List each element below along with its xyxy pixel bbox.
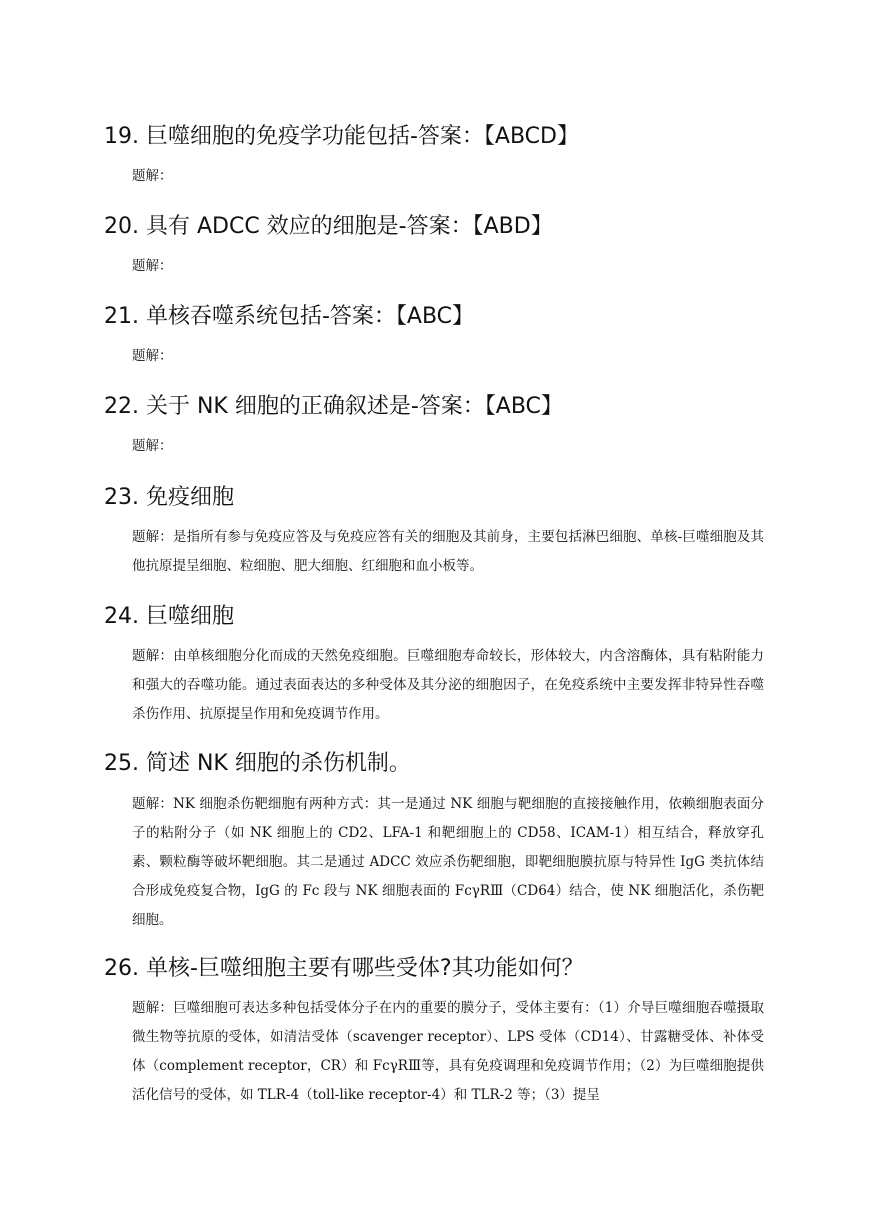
question-21-explanation xyxy=(132,342,764,371)
explanation-text: 巨噬细胞可表达多种包括受体分子在内的重要的膜分子，受体主要有：（1）介导巨噬细胞吞噬摄取微生物等抗原的受体，如清洁受体（scavenger receptor）、LPS 受体（CD14）、甘露糖受体、补体受体（complement receptor，CR）和 FcγRⅢ等，具有免疫调理和免疫调节作用；（2）为巨噬细胞提供活化信号的受体，如 TLR-4（toll-like receptor-4）和 TLR-2 等；（3）提呈 xyxy=(132,1000,765,1103)
question-22-title: 22. 关于 NK 细胞的正确叙述是-答案：【ABC】 xyxy=(104,394,563,419)
question-20-explanation xyxy=(132,252,764,281)
explanation-label: 题解： xyxy=(132,168,173,184)
explanation-text: 是指所有参与免疫应答及与免疫应答有关的细胞及其前身，主要包括淋巴细胞、单核-巨噬细胞及其他抗原提呈细胞、粒细胞、肥大细胞、红细胞和血小板等。 xyxy=(132,529,764,574)
question-26-explanation xyxy=(132,994,764,1110)
question-19-explanation xyxy=(132,162,764,191)
question-24-title: 24. 巨噬细胞 xyxy=(104,604,234,629)
question-21-title: 21. 单核吞噬系统包括-答案：【ABC】 xyxy=(104,304,475,329)
explanation-label: 题解： xyxy=(132,648,174,664)
explanation-text: 由单核细胞分化而成的天然免疫细胞。巨噬细胞寿命较长，形体较大，内含溶酶体，具有粘附能力和强大的吞噬功能。通过表面表达的多种受体及其分泌的细胞因子，在免疫系统中主要发挥非特异性吞噬杀伤作用、抗原提呈作用和免疫调节作用。 xyxy=(132,648,764,722)
question-25-title: 25. 简述 NK 细胞的杀伤机制。 xyxy=(104,751,411,776)
explanation-label: 题解： xyxy=(132,348,173,364)
explanation-label: 题解： xyxy=(132,438,173,454)
question-23-explanation xyxy=(132,523,764,581)
question-25-explanation xyxy=(132,790,764,935)
explanation-text: NK 细胞杀伤靶细胞有两种方式：其一是通过 NK 细胞与靶细胞的直接接触作用，依赖细胞表面分子的粘附分子（如 NK 细胞上的 CD2、LFA-1 和靶细胞上的 CD58、ICAM-1）相互结合，释放穿孔素、颗粒酶等破坏靶细胞。其二是通过 ADCC 效应杀伤靶细胞，即靶细胞膜抗原与特异性 IgG 类抗体结合形成免疫复合物，IgG 的 Fc 段与 NK 细胞表面的 FcγRⅢ（CD64）结合，使 NK 细胞活化，杀伤靶细胞。 xyxy=(132,796,765,928)
explanation-label: 题解： xyxy=(132,796,174,812)
explanation-label: 题解： xyxy=(132,1000,174,1016)
explanation-label: 题解： xyxy=(132,529,173,545)
question-22-explanation xyxy=(132,432,764,461)
question-23-title: 23. 免疫细胞 xyxy=(104,485,234,510)
question-26-title: 26. 单核-巨噬细胞主要有哪些受体?其功能如何？ xyxy=(104,956,584,981)
question-24-explanation xyxy=(132,642,764,729)
question-20-title: 20. 具有 ADCC 效应的细胞是-答案：【ABD】 xyxy=(104,214,553,239)
explanation-label: 题解： xyxy=(132,258,173,274)
question-19-title: 19. 巨噬细胞的免疫学功能包括-答案：【ABCD】 xyxy=(104,124,579,149)
